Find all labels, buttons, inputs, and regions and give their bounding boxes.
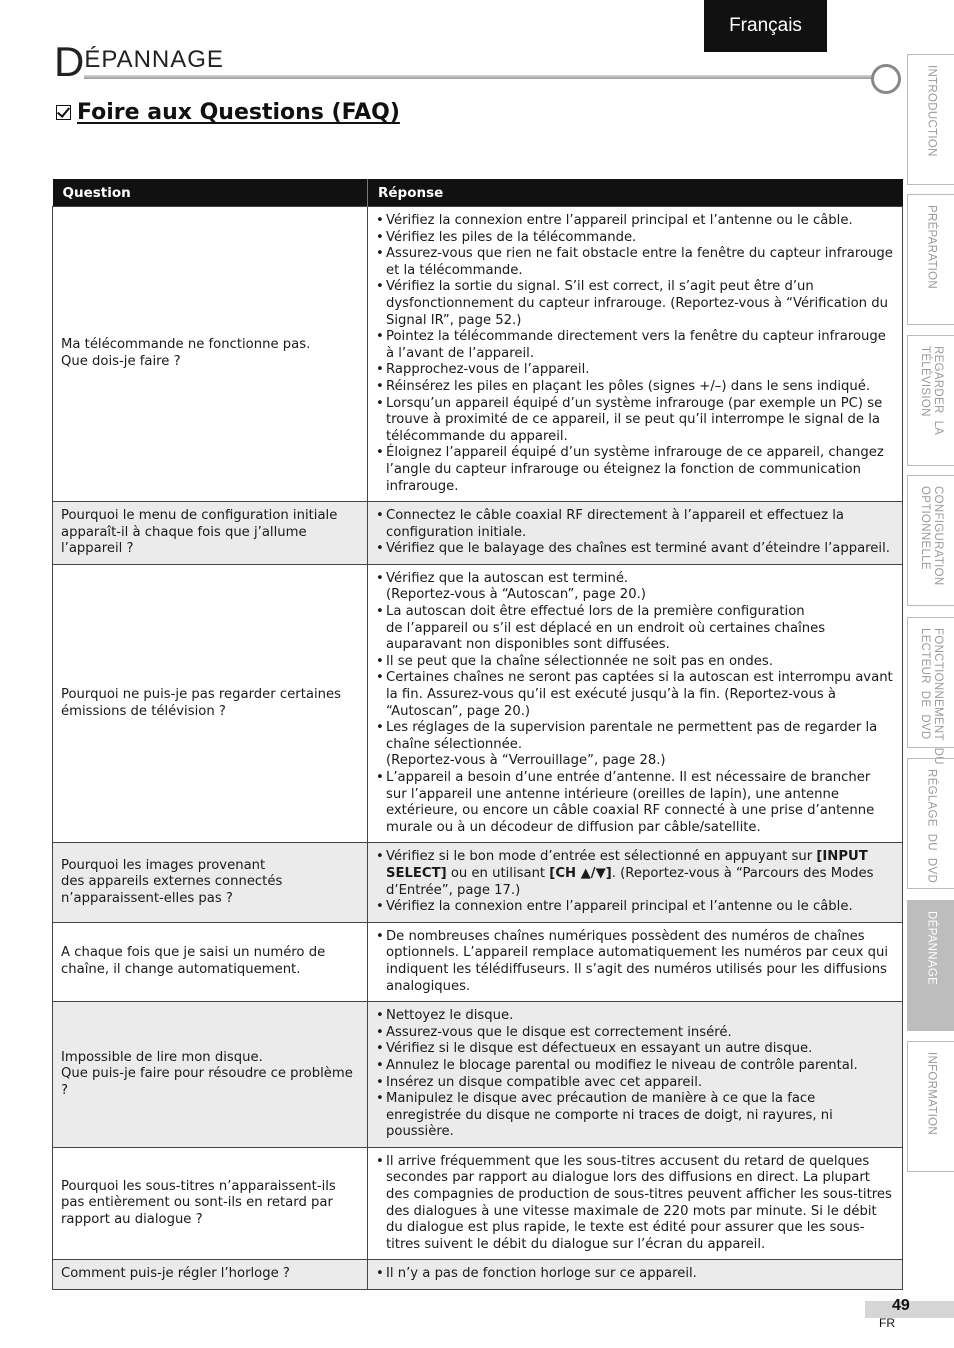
answer-item: • Rapprochez-vous de l’appareil. xyxy=(376,362,894,379)
answer-item: • Éloignez l’appareil équipé d’un système infrarouge de ce appareil, changez l’angle du capteur infrarouge ou éteignez la fonction de communication infrarouge. xyxy=(376,445,894,495)
answer-item: • Vérifiez que la autoscan est terminé. (Reportez-vous à “Autoscan”, page 20.) xyxy=(376,571,894,604)
chapter-initial: D xyxy=(54,38,85,85)
column-header-question: Question xyxy=(53,179,368,207)
answer-item: • Il arrive fréquemment que les sous-titres accusent du retard de quelques secondes par rapport au dialogue lors des diffusions en direct. La plupart des compagnies de production de sous-titres peuvent afficher les sous-titres des dialogues à une vitesse maximale de 220 mots par minute. Si le débit du dialogue est plus rapide, le texte est édité pour assurer que les sous-titres suivent le débit du dialogue sur l’écran du appareil. xyxy=(376,1154,894,1254)
side-nav-item-regarder-la-television[interactable] xyxy=(907,335,954,466)
side-nav-label: DÉPANNAGE xyxy=(925,911,938,986)
answer-item: • Les réglages de la supervision parentale ne permettent pas de regarder la chaîne sélectionnée. (Reportez-vous à “Verrouillage”, page 28.) xyxy=(376,720,894,770)
answer-cell xyxy=(368,922,903,1001)
answer-item: • Assurez-vous que le disque est correctement inséré. xyxy=(376,1025,894,1042)
answer-item: • Vérifiez la sortie du signal. S’il est correct, il s’agit peut être d’un dysfonctionnement du capteur infrarouge. (Reportez-vous à “Vérification du Signal IR”, page 52.) xyxy=(376,279,894,329)
question-text: Pourquoi ne puis-je pas regarder certaines émissions de télévision ? xyxy=(61,687,341,719)
side-nav-item-reglage-dvd[interactable] xyxy=(907,758,954,889)
section-heading-text: Foire aux Questions (FAQ) xyxy=(77,100,400,125)
question-cell xyxy=(53,207,368,502)
title-rule-knob xyxy=(871,64,901,94)
side-nav-label: INFORMATION xyxy=(925,1052,938,1135)
answer-item: • Pointez la télécommande directement vers la fenêtre du capteur infrarouge à l’avant de l’appareil. xyxy=(376,329,894,362)
answer-item: • Certaines chaînes ne seront pas captées si la autoscan est interrompu avant la fin. Assurez-vous qu’il est exécuté jusqu’à la fin. (Reportez-vous à “Autoscan”, page 20.) xyxy=(376,670,894,720)
side-nav-item-fonctionnement-dvd[interactable] xyxy=(907,617,954,765)
answer-cell xyxy=(368,502,903,565)
question-text: Pourquoi les images provenant des appareils externes connectés n’apparaissent-elles pas ? xyxy=(61,857,283,906)
answer-item: • Vérifiez si le disque est défectueux en essayant un autre disque. xyxy=(376,1041,894,1058)
answer-cell xyxy=(368,1147,903,1260)
answer-item: • Connectez le câble coaxial RF directement à l’appareil et effectuez la configuration initiale. xyxy=(376,508,894,541)
answer-item: • Annulez le blocage parental ou modifiez le niveau de contrôle parental. xyxy=(376,1058,894,1075)
answer-cell xyxy=(368,1260,903,1290)
answer-list xyxy=(376,1008,894,1141)
question-text: Comment puis-je régler l’horloge ? xyxy=(61,1266,290,1282)
title-rule xyxy=(84,75,884,79)
side-nav-label: CONFIGURATION OPTIONNELLE xyxy=(919,486,944,586)
question-text: A chaque fois que je saisi un numéro de chaîne, il change automatiquement. xyxy=(61,945,326,977)
answer-list xyxy=(376,508,894,558)
side-nav-label: RÉGLAGE DU DVD xyxy=(925,769,938,884)
answer-list xyxy=(376,1154,894,1254)
checkbox-icon xyxy=(56,105,71,120)
side-nav-label: PRÉPARATION xyxy=(925,205,938,290)
answer-item: • Manipulez le disque avec précaution de manière à ce que la face enregistrée du disque ne comporte ni traces de doigt, ni rayures, ni poussière. xyxy=(376,1091,894,1141)
chapter-title-rest: ÉPANNAGE xyxy=(84,46,224,73)
answer-item: • La autoscan doit être effectué lors de la première configuration de l’appareil ou s’il est déplacé en un endroit où certaines chaînes auparavant non disponibles sont diffusées. xyxy=(376,604,894,654)
answer-item: • De nombreuses chaînes numériques possèdent des numéros de chaînes optionnels. L’appareil remplace automatiquement les numéros par ceux qui indiquent les télédiffuseurs. Il s’agit des numéros utilisés pour les diffusions analogiques. xyxy=(376,929,894,995)
answer-item: • L’appareil a besoin d’une entrée d’antenne. Il est nécessaire de brancher sur l’appareil une antenne intérieure (oreilles de lapin), une antenne extérieure, ou encore un câble coaxial RF connecté à une prise d’antenne murale ou à un décodeur de diffusion par câble/satellite. xyxy=(376,770,894,836)
answer-list xyxy=(376,929,894,995)
table-row xyxy=(53,564,903,843)
question-text: Impossible de lire mon disque. Que puis-je faire pour résoudre ce problème ? xyxy=(61,1049,353,1098)
answer-list xyxy=(376,213,894,495)
question-cell xyxy=(53,502,368,565)
answer-item: • Il n’y a pas de fonction horloge sur ce appareil. xyxy=(376,1266,894,1283)
side-nav-item-configuration-optionnelle[interactable] xyxy=(907,475,954,606)
question-text: Ma télécommande ne fonctionne pas. Que dois-je faire ? xyxy=(61,337,311,370)
page-number: 49 xyxy=(892,1297,910,1314)
answer-item: • Vérifiez si le bon mode d’entrée est sélectionné en appuyant sur [INPUT SELECT] ou en utilisant [CH ▲/▼]. (Reportez-vous à “Parcours des Modes d’Entrée”, page 17.) xyxy=(376,849,894,899)
answer-item: • Lorsqu’un appareil équipé d’un système infrarouge (par exemple un PC) se trouve à proximité de ce appareil, il se peut qu’il interrompe le signal de la télécommande du appareil. xyxy=(376,396,894,446)
answer-list xyxy=(376,1266,894,1283)
answer-cell xyxy=(368,843,903,922)
faq-table-header xyxy=(53,179,903,207)
question-text: Pourquoi les sous-titres n’apparaissent-ils pas entièrement ou sont-ils en retard par rapport au dialogue ? xyxy=(61,1178,336,1227)
section-heading xyxy=(56,100,400,125)
answer-item: • Vérifiez la connexion entre l’appareil principal et l’antenne ou le câble. xyxy=(376,899,894,916)
side-nav-item-preparation[interactable] xyxy=(907,194,954,325)
page-language-code: FR xyxy=(879,1316,895,1330)
answer-list xyxy=(376,849,894,915)
table-row xyxy=(53,207,903,502)
side-nav-item-introduction[interactable] xyxy=(907,54,954,185)
question-cell xyxy=(53,564,368,843)
question-text: Pourquoi le menu de configuration initiale apparaît-il à chaque fois que j’allume l’appareil ? xyxy=(61,508,338,557)
table-row xyxy=(53,1002,903,1148)
answer-cell xyxy=(368,1002,903,1148)
side-nav-label: INTRODUCTION xyxy=(925,65,938,157)
answer-item: • Réinsérez les piles en plaçant les pôles (signes +/–) dans le sens indiqué. xyxy=(376,379,894,396)
side-nav-item-depannage[interactable] xyxy=(907,900,954,1031)
answer-item: • Il se peut que la chaîne sélectionnée ne soit pas en ondes. xyxy=(376,654,894,671)
table-row xyxy=(53,1260,903,1290)
table-row xyxy=(53,502,903,565)
answer-item: • Vérifiez les piles de la télécommande. xyxy=(376,230,894,247)
table-row xyxy=(53,843,903,922)
answer-item: • Nettoyez le disque. xyxy=(376,1008,894,1025)
language-tab: Français xyxy=(704,0,827,52)
side-nav-item-information[interactable] xyxy=(907,1041,954,1172)
key-label: [CH ▲/▼] xyxy=(549,865,612,881)
answer-item: • Assurez-vous que rien ne fait obstacle entre la fenêtre du capteur infrarouge et la télécommande. xyxy=(376,246,894,279)
answer-cell xyxy=(368,207,903,502)
side-nav-label: FONCTIONNEMENT DU LECTEUR DE DVD xyxy=(919,628,944,765)
question-cell xyxy=(53,1002,368,1148)
table-row xyxy=(53,922,903,1001)
table-row xyxy=(53,1147,903,1260)
answer-item: • Vérifiez que le balayage des chaînes est terminé avant d’éteindre l’appareil. xyxy=(376,541,894,558)
question-cell xyxy=(53,922,368,1001)
question-cell xyxy=(53,1147,368,1260)
key-label: [INPUT SELECT] xyxy=(386,849,868,881)
faq-table-body xyxy=(53,207,903,1290)
answer-item: • Insérez un disque compatible avec cet appareil. xyxy=(376,1075,894,1092)
column-header-answer: Réponse xyxy=(368,179,903,207)
answer-cell xyxy=(368,564,903,843)
question-cell xyxy=(53,1260,368,1290)
question-cell xyxy=(53,843,368,922)
side-nav-label: REGARDER LA TÉLÉVISION xyxy=(919,346,944,436)
answer-item: • Vérifiez la connexion entre l’appareil principal et l’antenne ou le câble. xyxy=(376,213,894,230)
answer-list xyxy=(376,571,894,837)
faq-table xyxy=(52,179,903,1290)
